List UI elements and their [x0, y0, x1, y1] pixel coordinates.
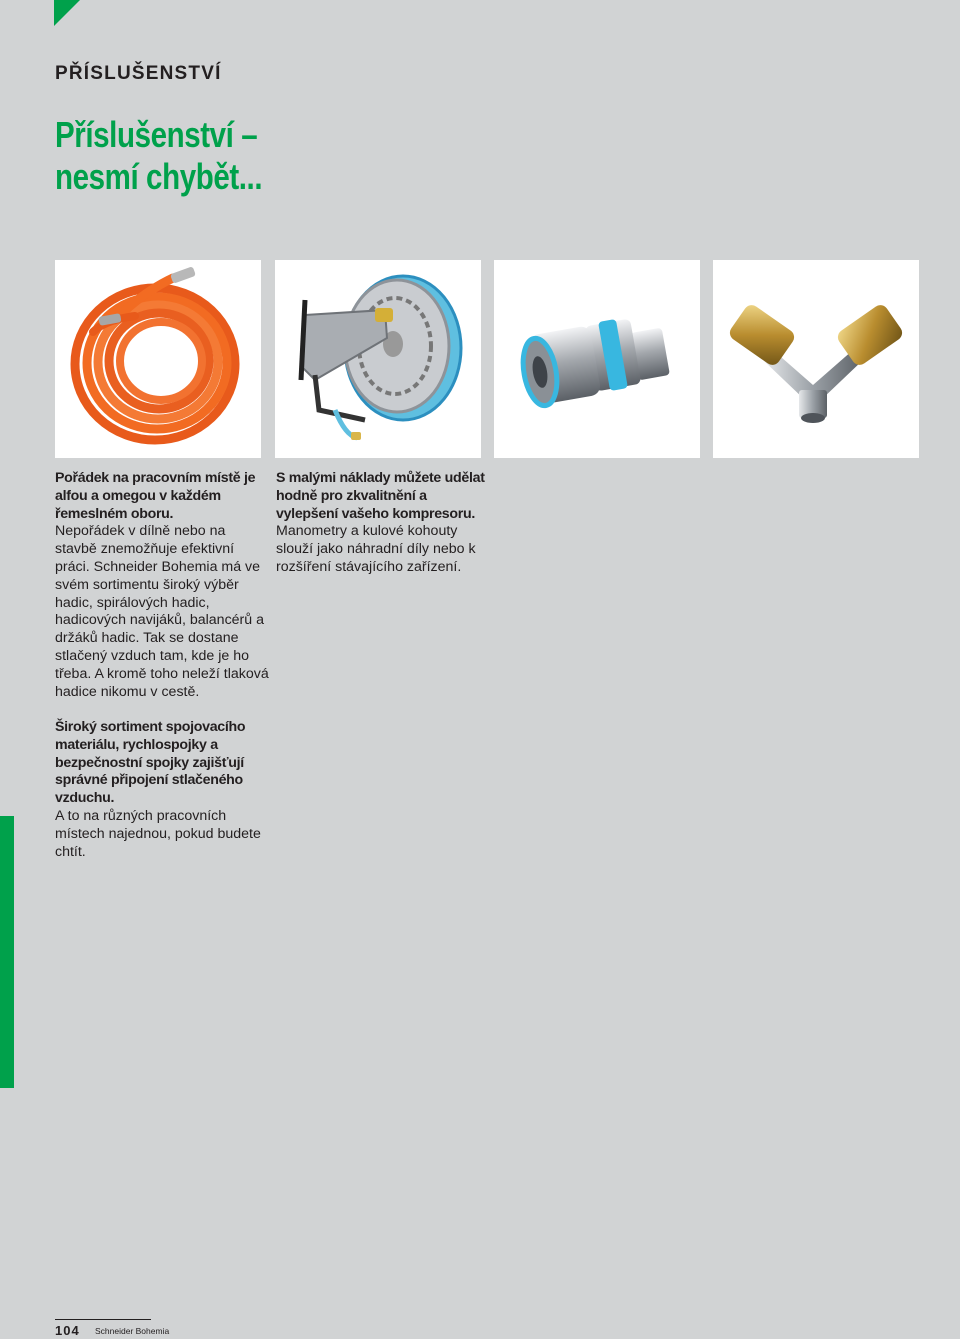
headline-line-2: nesmí chybět...	[55, 156, 263, 197]
hose-reel-photo	[275, 260, 481, 458]
section-label: PŘÍSLUŠENSTVÍ	[55, 63, 222, 84]
workplace-lead: Pořádek na pracovním místě je alfou a omegou v každém řemeslném oboru.	[55, 470, 256, 522]
headline-line-1: Příslušenství –	[55, 114, 258, 155]
costs-paragraph	[276, 470, 491, 577]
costs-body: Manometry a kulové kohouty slouží jako náhradní díly nebo k rozšíření stávajícího zařízení.	[276, 523, 476, 575]
orange-hose-coil-photo	[55, 260, 261, 458]
quick-coupling-photo	[494, 260, 700, 458]
corner-triangle-mark	[54, 0, 80, 26]
workplace-paragraph	[55, 470, 270, 701]
page-number: 104	[55, 1323, 80, 1338]
couplings-lead: Široký sortiment spojovacího materiálu, rychlospojky a bezpečnostní spojky zajišťují správné připojení stlačeného vzduchu.	[55, 719, 246, 807]
footer-brand: Schneider Bohemia	[95, 1326, 170, 1336]
costs-lead: S malými náklady můžete udělat hodně pro zkvalitnění a vylepšení vašeho kompresoru.	[276, 470, 485, 522]
couplings-body: A to na různých pracovních místech najednou, pokud budete chtít.	[55, 807, 261, 860]
footer-rule	[55, 1319, 151, 1320]
workplace-body: Nepořádek v dílně nebo na stavbě znemožňuje efektivní práci. Schneider Bohemia má ve svém sortimentu široký výběr hadic, spirálových hadic, hadicových navijáků, balancérů a držáků hadic. Tak se dostane stlačený vzduch tam, kde je ho třeba. A kromě toho neleží tlaková hadice nikomu v cestě.	[55, 523, 269, 700]
y-splitter-photo	[713, 260, 919, 458]
page-headline	[55, 114, 262, 198]
couplings-paragraph	[55, 719, 270, 861]
side-accent-bar	[0, 816, 14, 1088]
